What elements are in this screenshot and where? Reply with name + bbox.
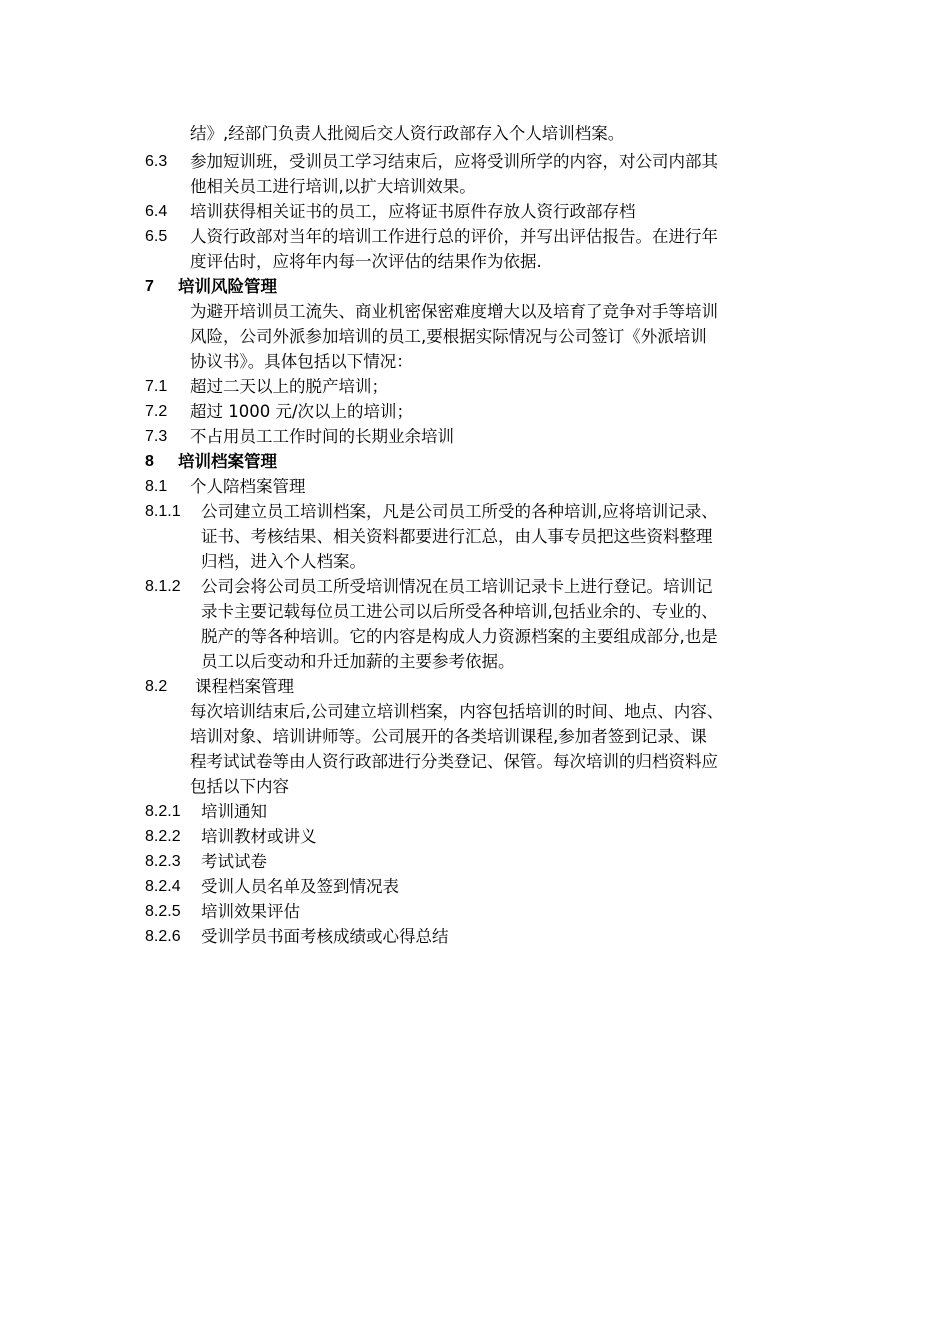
section-title: 培训档案管理	[178, 452, 277, 471]
paragraph-line: 风险，公司外派参加培训的员工,要根据实际情况与公司签订《外派培训	[190, 327, 707, 346]
item-number: 8.2.5	[145, 903, 181, 920]
paragraph-line: 协议书》。具体包括以下情况：	[190, 352, 413, 371]
subsection-number: 8.1	[145, 478, 168, 495]
item-number: 7.2	[145, 403, 168, 420]
subsection-title: 课程档案管理	[195, 677, 294, 696]
section-number: 8	[145, 453, 154, 470]
item-text: 受训人员名单及签到情况表	[201, 877, 399, 896]
item-text: 培训教材或讲义	[201, 827, 317, 846]
item-number: 8.2.1	[145, 803, 181, 820]
item-number: 8.2.4	[145, 878, 181, 895]
item-text: 考试试卷	[201, 852, 267, 871]
continuation-text: 结》,经部门负责人批阅后交人资行政部存入个人培训档案。	[190, 124, 625, 143]
item-text: 度评估时，应将年内每一次评估的结果作为依据.	[190, 252, 542, 271]
subsection-title: 个人陪档案管理	[190, 477, 306, 496]
item-text: 公司会将公司员工所受培训情况在员工培训记录卡上进行登记。培训记	[201, 577, 713, 596]
item-text: 证书、考核结果、相关资料都要进行汇总，由人事专员把这些资料整理	[201, 527, 713, 546]
item-text: 他相关员工进行培训,以扩大培训效果。	[190, 177, 476, 196]
item-number: 7.3	[145, 428, 168, 445]
item-text: 培训获得相关证书的员工，应将证书原件存放人资行政部存档	[190, 202, 636, 221]
item-number: 8.2.3	[145, 853, 181, 870]
section-number: 7	[145, 278, 154, 295]
item-number: 6.5	[145, 228, 168, 245]
item-text: 培训通知	[201, 802, 267, 821]
item-text: 受训学员书面考核成绩或心得总结	[201, 927, 449, 946]
item-number: 6.4	[145, 203, 168, 220]
item-text: 公司建立员工培训档案，凡是公司员工所受的各种培训,应将培训记录、	[201, 502, 718, 521]
paragraph-line: 包括以下内容	[190, 777, 289, 796]
item-number: 7.1	[145, 378, 168, 395]
item-number: 8.1.1	[145, 503, 181, 520]
item-text: 培训效果评估	[201, 902, 300, 921]
item-text: 超过二天以上的脱产培训；	[190, 377, 388, 396]
item-text: 录卡主要记载每位员工进公司以后所受各种培训,包括业余的、专业的、	[201, 602, 718, 621]
paragraph-line: 培训对象、培训讲师等。公司展开的各类培训课程,参加者签到记录、课	[190, 727, 707, 746]
paragraph-line: 每次培训结束后,公司建立培训档案，内容包括培训的时间、地点、内容、	[190, 702, 724, 721]
paragraph-line: 为避开培训员工流失、商业机密保密难度增大以及培育了竞争对手等培训	[190, 302, 718, 321]
paragraph-line: 程考试试卷等由人资行政部进行分类登记、保管。每次培训的归档资料应	[190, 752, 718, 771]
item-number: 8.2.2	[145, 828, 181, 845]
item-text: 不占用员工工作时间的长期业余培训	[190, 427, 454, 446]
item-number: 8.1.2	[145, 578, 181, 595]
subsection-number: 8.2	[145, 678, 168, 695]
item-number: 6.3	[145, 153, 168, 170]
item-text: 参加短训班，受训员工学习结束后，应将受训所学的内容，对公司内部其	[190, 152, 718, 171]
item-text: 员工以后变动和升迁加薪的主要参考依据。	[201, 652, 515, 671]
item-text: 人资行政部对当年的培训工作进行总的评价，并写出评估报告。在进行年	[190, 227, 718, 246]
item-number: 8.2.6	[145, 928, 181, 945]
section-title: 培训风险管理	[178, 277, 277, 296]
item-text: 脱产的等各种培训。它的内容是构成人力资源档案的主要组成部分,也是	[201, 627, 718, 646]
item-text: 超过 1000 元/次以上的培训；	[190, 402, 414, 421]
item-text: 归档，进入个人档案。	[201, 552, 366, 571]
